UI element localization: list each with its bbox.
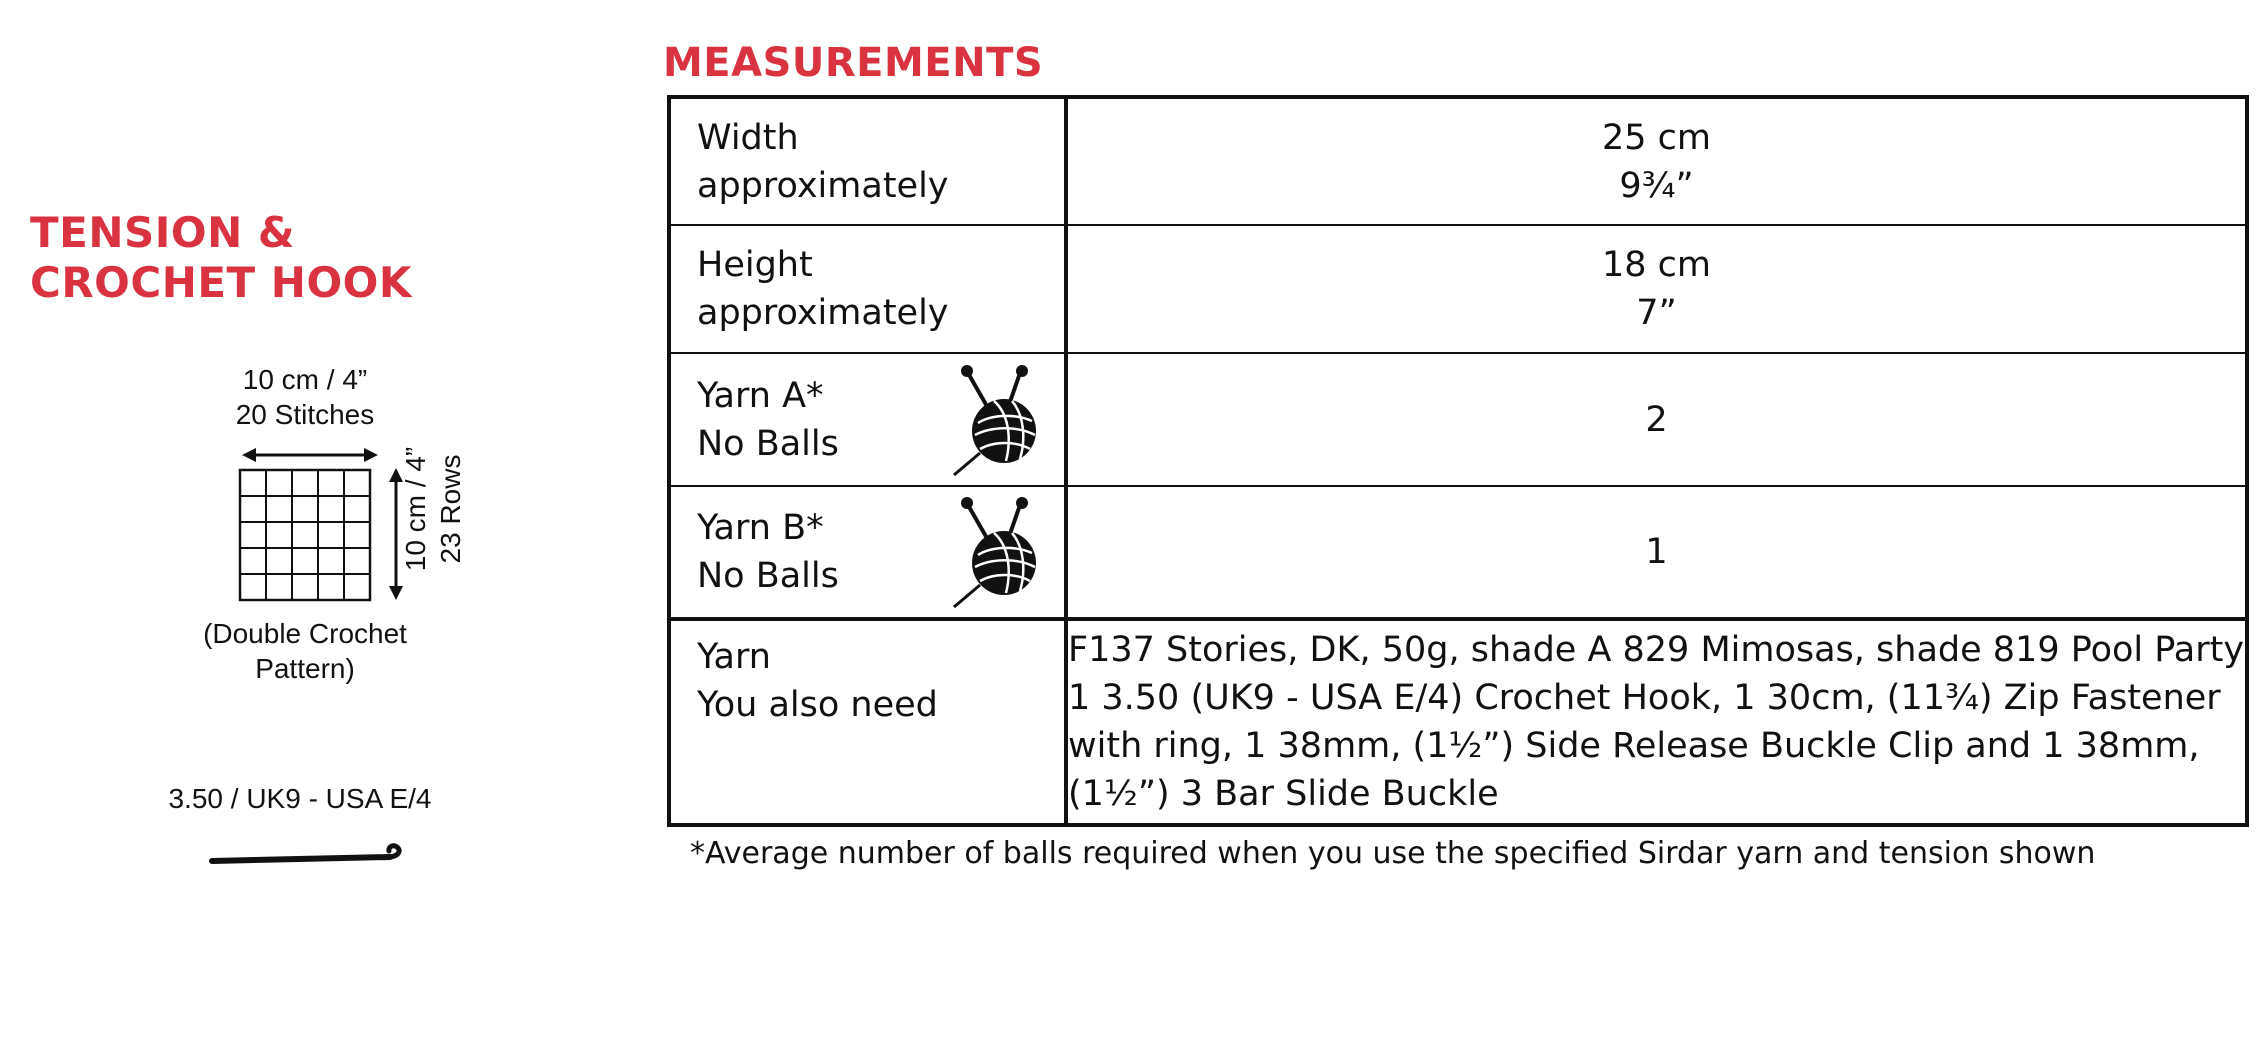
width-imperial: 9¾” bbox=[1619, 165, 1694, 206]
also-need-label: You also need bbox=[697, 685, 938, 725]
yarn-details-cell bbox=[1066, 619, 2247, 825]
yarn-b-label: Yarn B* bbox=[697, 508, 824, 548]
height-label: Height bbox=[697, 245, 813, 285]
width-sublabel: approximately bbox=[697, 165, 949, 206]
tension-heading-line1: TENSION & bbox=[30, 208, 295, 257]
table-row-yarn-b bbox=[669, 486, 2247, 619]
row-measure: 10 cm / 4” bbox=[400, 446, 431, 572]
yarn-details-line1: F137 Stories, DK, 50g, shade A 829 Mimosas, shade 819 Pool Party bbox=[1068, 630, 2245, 670]
pattern-label bbox=[150, 616, 460, 686]
height-value-cell bbox=[1066, 225, 2247, 353]
yarn-a-label-cell bbox=[669, 353, 1066, 486]
tension-heading bbox=[30, 208, 412, 308]
yarn-a-balls: 2 bbox=[1645, 399, 1668, 440]
table-row-yarn bbox=[669, 619, 2247, 825]
measurements-table bbox=[667, 95, 2249, 827]
width-metric: 25 cm bbox=[1602, 117, 1711, 158]
yarn-a-value-cell bbox=[1066, 353, 2247, 486]
yarn-b-label-cell bbox=[669, 486, 1066, 619]
crochet-hook-icon bbox=[208, 843, 404, 869]
yarn-a-sublabel: No Balls bbox=[697, 423, 839, 464]
table-row-width bbox=[669, 97, 2247, 225]
yarn-b-balls: 1 bbox=[1645, 532, 1668, 572]
yarn-ball-with-needles-icon bbox=[950, 495, 1042, 609]
stitch-measure: 10 cm / 4” bbox=[242, 364, 368, 395]
width-label-cell bbox=[669, 97, 1066, 225]
yarn-details-line2: 1 3.50 (UK9 - USA E/4) Crochet Hook, 1 30cm, (11¾) Zip Fastener bbox=[1068, 678, 2221, 718]
table-row-height bbox=[669, 225, 2247, 353]
height-metric: 18 cm bbox=[1602, 245, 1711, 285]
height-imperial: 7” bbox=[1636, 293, 1677, 333]
height-sublabel: approximately bbox=[697, 293, 949, 333]
swatch-grid-icon bbox=[238, 468, 372, 602]
yarn-label: Yarn bbox=[697, 637, 771, 677]
table-row-yarn-a bbox=[669, 353, 2247, 486]
horizontal-arrow-icon bbox=[240, 442, 380, 468]
width-value-cell bbox=[1066, 97, 2247, 225]
pattern-line2: Pattern) bbox=[255, 653, 355, 684]
height-label-cell bbox=[669, 225, 1066, 353]
tension-swatch-diagram bbox=[150, 362, 466, 692]
row-count: 23 Rows bbox=[435, 454, 466, 564]
yarn-ball-with-needles-icon bbox=[950, 363, 1042, 477]
measurements-heading: MEASUREMENTS bbox=[663, 40, 1044, 86]
yarn-b-sublabel: No Balls bbox=[697, 556, 839, 596]
pattern-line1: (Double Crochet bbox=[203, 618, 407, 649]
yarn-details-line4: (1½”) 3 Bar Slide Buckle bbox=[1068, 774, 1499, 814]
tension-heading-line2: CROCHET HOOK bbox=[30, 258, 412, 307]
footnote: *Average number of balls required when you use the specified Sirdar yarn and tension shown bbox=[690, 836, 2096, 871]
yarn-label-cell bbox=[669, 619, 1066, 825]
yarn-a-label: Yarn A* bbox=[697, 375, 824, 416]
stitch-count: 20 Stitches bbox=[235, 399, 375, 430]
yarn-details-line3: with ring, 1 38mm, (1½”) Side Release Buckle Clip and 1 38mm, bbox=[1068, 726, 2200, 766]
width-label: Width bbox=[697, 117, 799, 158]
hook-size-label: 3.50 / UK9 - USA E/4 bbox=[168, 783, 432, 814]
yarn-b-value-cell bbox=[1066, 486, 2247, 619]
row-measure-label bbox=[398, 399, 468, 619]
